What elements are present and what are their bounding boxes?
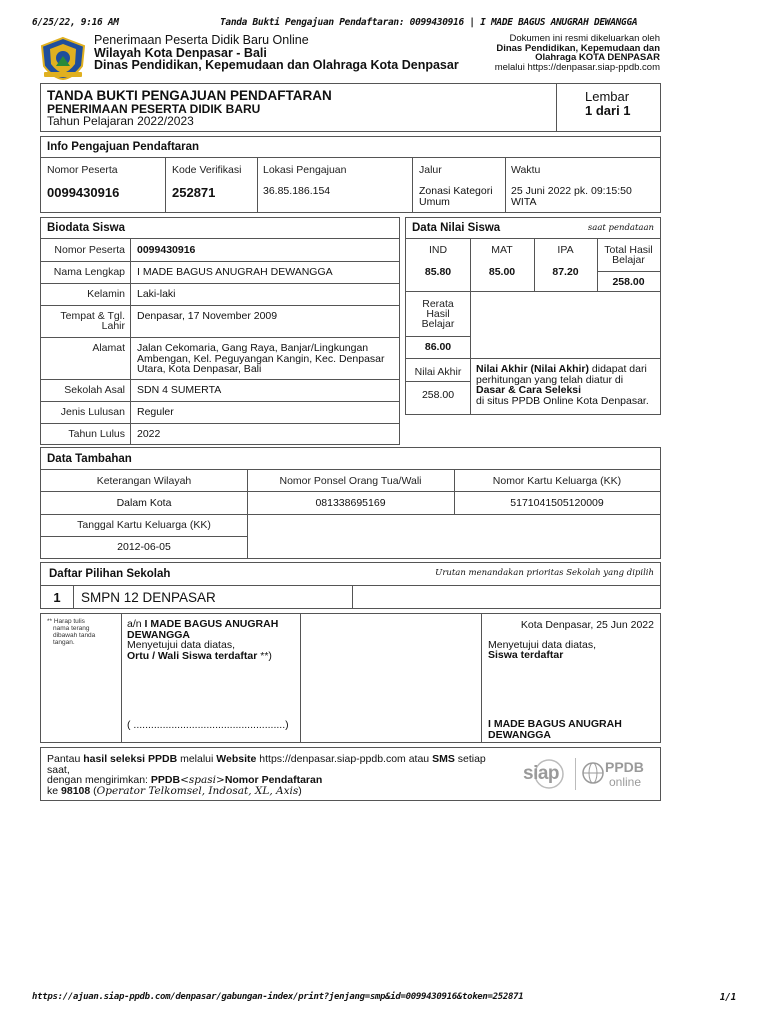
nilai-ipa-value: 87.20 bbox=[552, 266, 579, 278]
tambahan-section bbox=[40, 447, 661, 559]
header-line-3: Dinas Pendidikan, Kepemudaan dan Olahraga Kota Denpasar bbox=[94, 58, 459, 72]
bio-nama-value: I MADE BAGUS ANUGRAH DEWANGGA bbox=[137, 266, 333, 278]
pantau-l3d: Nomor Pendaftaran bbox=[224, 774, 323, 786]
pantau-section bbox=[40, 747, 661, 801]
ppdb-logo bbox=[581, 757, 661, 793]
bio-nomor-value: 0099430916 bbox=[137, 244, 196, 256]
pilihan-title: Daftar Pilihan Sekolah bbox=[49, 568, 171, 580]
pilihan-note: Urutan menandakan prioritas Sekolah yang dipilih bbox=[435, 568, 654, 578]
siap-logo-text: siap bbox=[523, 763, 560, 784]
tambahan-tgl-kk-value: 2012-06-05 bbox=[117, 541, 171, 553]
siap-logo bbox=[519, 758, 569, 790]
info-header-lokasi: Lokasi Pengajuan bbox=[263, 164, 347, 176]
rerata-label-3: Belajar bbox=[421, 318, 455, 330]
document-subtitle: PENERIMAAN PESERTA DIDIK BARU bbox=[47, 102, 261, 116]
nilai-total-value: 258.00 bbox=[612, 276, 645, 288]
info-header-nomor: Nomor Peserta bbox=[47, 164, 118, 176]
bio-tahun-value: 2022 bbox=[137, 428, 161, 440]
pilihan-number: 1 bbox=[53, 590, 61, 605]
pantau-l4c: ( bbox=[90, 784, 97, 797]
nilai-header-ind: IND bbox=[428, 244, 448, 256]
tambahan-ponsel-value: 081338695169 bbox=[315, 497, 386, 509]
document-title: TANDA BUKTI PENGAJUAN PENDAFTARAN bbox=[47, 88, 332, 103]
pantau-l4a: ke bbox=[47, 784, 62, 797]
info-lokasi-value: 36.85.186.154 bbox=[263, 185, 331, 197]
pilihan-section bbox=[40, 562, 661, 609]
rerata-label-2: Hasil bbox=[426, 308, 450, 320]
info-nomor-value: 0099430916 bbox=[47, 185, 120, 200]
info-header-jalur: Jalur bbox=[419, 164, 442, 176]
bio-sekolah-value: SDN 4 SUMERTA bbox=[137, 384, 222, 396]
bio-kelamin-value: Laki-laki bbox=[137, 288, 176, 300]
info-waktu-line1: 25 Juni 2022 pk. 09:15:50 bbox=[511, 185, 632, 197]
bio-tahun-label: Tahun Lulus bbox=[68, 428, 125, 440]
print-footer-url: https://ajuan.siap-ppdb.com/denpasar/gabungan-index/print?jenjang=smp&id=0099430916&token=252871 bbox=[32, 992, 524, 1002]
desc-text-1: didapat dari bbox=[589, 363, 647, 375]
desc-text-4: di situs PPDB Online Kota Denpasar. bbox=[476, 394, 649, 407]
bio-jenis-value: Reguler bbox=[137, 406, 174, 418]
tambahan-header-wilayah: Keterangan Wilayah bbox=[96, 475, 192, 487]
biodata-title: Biodata Siswa bbox=[47, 222, 125, 234]
desc-bold-3: Dasar & Cara Seleksi bbox=[476, 384, 582, 396]
bio-kelamin-label: Kelamin bbox=[87, 288, 125, 300]
lembar-label: Lembar bbox=[585, 89, 630, 104]
ortu-label: Ortu / Wali Siswa terdaftar bbox=[127, 649, 258, 662]
pantau-t2b: Website bbox=[216, 753, 257, 765]
nilai-akhir-description bbox=[476, 364, 658, 406]
sig-note-4: tangan. bbox=[53, 639, 75, 646]
bio-jenis-label: Jenis Lulusan bbox=[60, 406, 125, 418]
ortu-mark: **) bbox=[257, 649, 272, 662]
print-page-count: 1/1 bbox=[719, 992, 736, 1003]
nilai-note: saat pendataan bbox=[587, 223, 654, 233]
ppdb-globe-icon bbox=[581, 761, 605, 785]
tambahan-header-tgl-kk: Tanggal Kartu Keluarga (KK) bbox=[77, 519, 211, 531]
rerata-label-1: Rerata bbox=[422, 298, 454, 310]
ppdb-logo-text: PPDB bbox=[605, 759, 644, 775]
info-title: Info Pengajuan Pendaftaran bbox=[47, 141, 200, 153]
pantau-text bbox=[47, 754, 507, 796]
desc-text-2: perhitungan yang telah diatur di bbox=[476, 373, 624, 386]
bio-nama-label: Nama Lengkap bbox=[53, 266, 125, 278]
print-page-title: Tanda Bukti Pengajuan Pendaftaran: 0099430916 | I MADE BAGUS ANUGRAH DEWANGGA bbox=[220, 17, 638, 28]
header-right-1: Dokumen ini resmi dikeluarkan oleh bbox=[509, 33, 660, 44]
bio-nomor-label: Nomor Peserta bbox=[54, 244, 125, 256]
sig-note-2: nama terang bbox=[53, 625, 90, 632]
bio-sekolah-label: Sekolah Asal bbox=[64, 384, 125, 396]
nilai-header-mat: MAT bbox=[491, 244, 513, 256]
info-jalur-line1: Zonasi Kategori bbox=[419, 185, 493, 197]
pantau-l4d: Operator Telkomsel, Indosat, XL, Axis bbox=[96, 784, 299, 797]
bio-alamat-line3: Utara, Kota Denpasar, Bali bbox=[137, 363, 262, 375]
sig-note-3: dibawah tanda bbox=[53, 632, 96, 639]
pantau-l4b: 98108 bbox=[61, 784, 91, 797]
header-right-3: Olahraga KOTA DENPASAR bbox=[535, 52, 660, 63]
tambahan-kk-value: 5171041505120009 bbox=[510, 497, 604, 509]
an-prefix: a/n bbox=[127, 618, 145, 630]
nilai-ind-value: 85.80 bbox=[424, 266, 452, 278]
title-box bbox=[40, 83, 661, 132]
info-kode-value: 252871 bbox=[172, 185, 216, 200]
bio-alamat-label: Alamat bbox=[92, 342, 125, 354]
nilai-header-total-2: Belajar bbox=[612, 254, 645, 266]
pantau-l4e: ) bbox=[298, 784, 302, 797]
info-header-waktu: Waktu bbox=[511, 164, 541, 176]
pilihan-school-name: SMPN 12 DENPASAR bbox=[81, 590, 216, 605]
tambahan-header-kk: Nomor Kartu Keluarga (KK) bbox=[492, 475, 622, 487]
siswa-name-1: I MADE BAGUS ANUGRAH bbox=[488, 718, 622, 730]
denpasar-emblem-icon bbox=[38, 36, 88, 80]
desc-bold-1: Nilai Akhir (Nilai Akhir) bbox=[476, 363, 589, 375]
siswa-setuju: Menyetujui data diatas, bbox=[488, 639, 596, 651]
ortu-setuju: Menyetujui data diatas, bbox=[127, 639, 235, 651]
ppdb-online-text: online bbox=[609, 775, 642, 789]
print-datetime: 6/25/22, 9:16 AM bbox=[32, 17, 119, 28]
pantau-t2: melalui bbox=[177, 753, 217, 765]
info-header-kode: Kode Verifikasi bbox=[172, 164, 242, 176]
sign-place-date: Kota Denpasar, 25 Jun 2022 bbox=[520, 619, 654, 631]
siswa-label: Siswa terdaftar bbox=[488, 649, 564, 661]
siswa-name-2: DEWANGGA bbox=[488, 729, 551, 741]
pantau-l3a: dengan mengirimkan: bbox=[47, 774, 151, 786]
nilai-akhir-value: 258.00 bbox=[421, 389, 455, 401]
nilai-header-total-1: Total Hasil bbox=[604, 244, 653, 256]
pantau-t1b: hasil seleksi PPDB bbox=[83, 753, 178, 765]
pantau-t4: setiap bbox=[454, 753, 486, 765]
rerata-value: 86.00 bbox=[424, 341, 452, 353]
signature-section bbox=[40, 613, 661, 743]
bio-ttl-value: Denpasar, 17 November 2009 bbox=[137, 310, 278, 322]
info-section bbox=[40, 136, 661, 213]
nilai-section bbox=[405, 217, 661, 415]
info-waktu-line2: WITA bbox=[511, 196, 537, 208]
lembar-value: 1 dari 1 bbox=[585, 103, 631, 118]
sig-note-1: ** Harap tulis bbox=[47, 618, 85, 625]
pantau-t3: https://denpasar.siap-ppdb.com atau bbox=[256, 753, 433, 765]
nilai-title: Data Nilai Siswa bbox=[412, 222, 501, 234]
header-line-1: Penerimaan Peserta Didik Baru Online bbox=[94, 33, 309, 47]
bio-alamat-line1: Jalan Cekomaria, Gang Raya, Banjar/Lingkungan bbox=[137, 342, 369, 354]
bio-ttl-label-2: Lahir bbox=[101, 320, 125, 332]
nilai-header-ipa: IPA bbox=[557, 244, 574, 256]
ortu-name-blank: ( ....................................................) bbox=[127, 719, 289, 731]
header-right-2: Dinas Pendidikan, Kepemudaan dan bbox=[496, 43, 660, 54]
document-year: Tahun Pelajaran 2022/2023 bbox=[47, 114, 194, 128]
an-name-2: DEWANGGA bbox=[127, 628, 190, 641]
pantau-l2: saat, bbox=[47, 763, 70, 776]
biodata-section bbox=[40, 217, 400, 445]
nilai-mat-value: 85.00 bbox=[488, 266, 516, 278]
nilai-akhir-label: Nilai Akhir bbox=[414, 366, 462, 378]
ortu-signature-block bbox=[127, 619, 297, 661]
tambahan-wilayah-value: Dalam Kota bbox=[116, 497, 172, 509]
signature-note bbox=[47, 618, 95, 646]
tambahan-header-ponsel: Nomor Ponsel Orang Tua/Wali bbox=[279, 475, 422, 487]
tambahan-title: Data Tambahan bbox=[47, 453, 132, 465]
pantau-l3c: <spasi> bbox=[180, 774, 225, 786]
header-right-4: melalui https://denpasar.siap-ppdb.com bbox=[494, 62, 660, 73]
info-jalur-line2: Umum bbox=[419, 196, 450, 208]
header-line-2: Wilayah Kota Denpasar - Bali bbox=[94, 46, 267, 60]
bio-ttl-label-1: Tempat & Tgl. bbox=[60, 310, 125, 322]
pantau-l3b: PPDB bbox=[150, 774, 181, 786]
an-name-1: I MADE BAGUS ANUGRAH bbox=[144, 618, 279, 630]
bio-alamat-line2: Ambengan, Kel. Peguyangan Kangin, Kec. Denpasar bbox=[137, 353, 385, 365]
pantau-t3b: SMS bbox=[432, 753, 455, 765]
pantau-t1: Pantau bbox=[47, 753, 84, 765]
